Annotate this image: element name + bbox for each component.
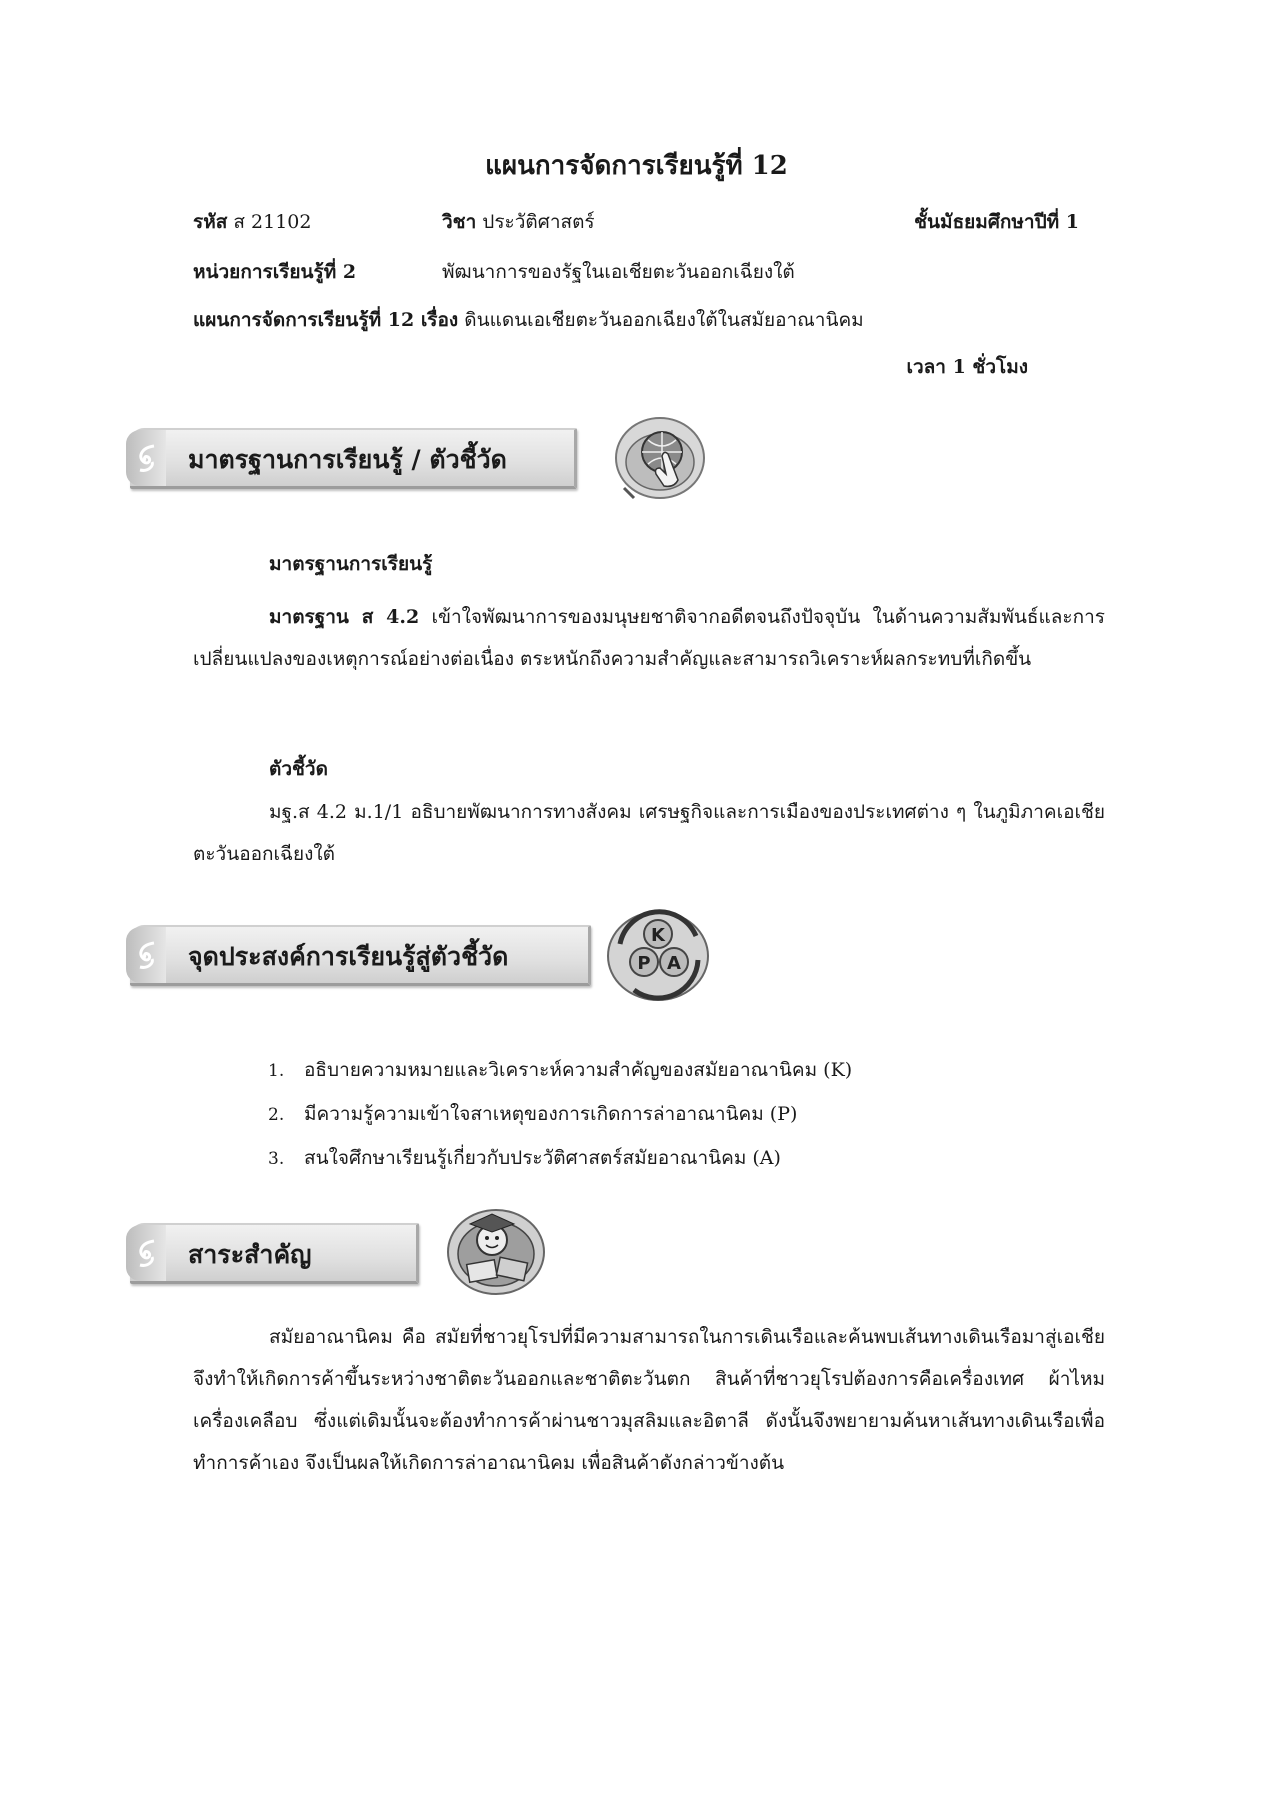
list-item-text: สนใจศึกษาเรียนรู้เกี่ยวกับประวัติศาสตร์สมัยอาณานิคม (A) (304, 1147, 781, 1169)
swirl-icon (134, 442, 158, 474)
subject-label: วิชา (442, 211, 477, 233)
kpa-letter-a: A (667, 953, 681, 974)
swirl-icon (134, 1237, 158, 1269)
essence-heading: สาระสำคัญ (188, 1240, 312, 1269)
subject-value: ประวัติศาสตร์ (482, 211, 595, 233)
list-item-text: มีความรู้ความเข้าใจสาเหตุของการเกิดการล่าอาณานิคม (P) (304, 1103, 798, 1125)
unit-value: พัฒนาการของรัฐในเอเชียตะวันออกเฉียงใต้ (442, 261, 795, 283)
kpa-letter-p: P (637, 953, 651, 974)
kpa-letter-k: K (651, 925, 665, 946)
plan-topic-value: ดินแดนเอเชียตะวันออกเฉียงใต้ในสมัยอาณานิคม (464, 309, 864, 331)
standard-label: มาตรฐาน ส 4.2 (269, 606, 420, 628)
plan-topic-label: แผนการจัดการเรียนรู้ที่ 12 เรื่อง (193, 309, 459, 331)
list-item (268, 1048, 852, 1092)
grade-level: ชั้นมัธยมศึกษาปีที่ 1 (914, 211, 1079, 233)
standards-heading: มาตรฐานการเรียนรู้ / ตัวชี้วัด (188, 445, 507, 474)
course-code-value: ส 21102 (233, 211, 312, 233)
objectives-list (268, 1048, 852, 1180)
objectives-heading: จุดประสงค์การเรียนรู้สู่ตัวชี้วัด (188, 942, 509, 971)
student-with-books-icon (440, 1196, 552, 1300)
standard-text: เข้าใจพัฒนาการของมนุษยชาติจากอดีตจนถึงปัจจุบัน ในด้านความสัมพันธ์และการเปลี่ยนแปลงของเหตุการณ์อย่างต่อเนื่อง ตระหนักถึงความสำคัญและสามารถวิเคราะห์ผลกระทบที่เกิดขึ้น (193, 606, 1105, 670)
hand-on-globe-icon (604, 408, 714, 504)
essence-paragraph: สมัยอาณานิคม คือ สมัยที่ชาวยุโรปที่มีความสามารถในการเดินเรือและค้นพบเส้นทางเดินเรือมาสู่เอเชีย จึงทำให้เกิดการค้าขึ้นระหว่างชาติตะวันออกและชาติตะวันตก สินค้าที่ชาวยุโรปต้องการคือเครื่องเทศ ผ้าไหม เครื่องเคลือบ ซึ่งแต่เดิมนั้นจะต้องทำการค้าผ่านชาวมุสลิมและอิตาลี ดังนั้นจึงพยายามค้นหาเส้นทางเดินเรือเพื่อทำการค้าเอง จึงเป็นผลให้เกิดการล่าอาณานิคม เพื่อสินค้าดังกล่าวข้างต้น (193, 1326, 1105, 1474)
plan-topic (193, 305, 864, 335)
list-item-number: 1. (268, 1061, 285, 1081)
standards-banner (130, 428, 577, 489)
unit-label: หน่วยการเรียนรู้ที่ 2 (193, 261, 357, 283)
course-code (193, 207, 311, 237)
essence-banner (130, 1223, 419, 1284)
swirl-icon (134, 939, 158, 971)
course-code-label: รหัส (193, 211, 228, 233)
indicator-heading: ตัวชี้วัด (269, 758, 328, 780)
list-item-number: 3. (268, 1149, 285, 1169)
kpa-circle-icon (600, 900, 718, 1004)
subject (442, 207, 595, 237)
list-item (268, 1136, 852, 1180)
page-title: แผนการจัดการเรียนรู้ที่ 12 (485, 151, 788, 181)
list-item-number: 2. (268, 1105, 285, 1125)
standard-paragraph (193, 596, 1105, 680)
objectives-banner (130, 925, 591, 986)
duration: เวลา 1 ชั่วโมง (906, 356, 1028, 378)
list-item-text: อธิบายความหมายและวิเคราะห์ความสำคัญของสมัยอาณานิคม (K) (304, 1059, 853, 1081)
indicator-text: มฐ.ส 4.2 ม.1/1 อธิบายพัฒนาการทางสังคม เศรษฐกิจและการเมืองของประเทศต่าง ๆ ในภูมิภาคเอเชียตะวันออกเฉียงใต้ (193, 801, 1105, 865)
list-item (268, 1092, 852, 1136)
standards-subheading: มาตรฐานการเรียนรู้ (269, 553, 433, 575)
